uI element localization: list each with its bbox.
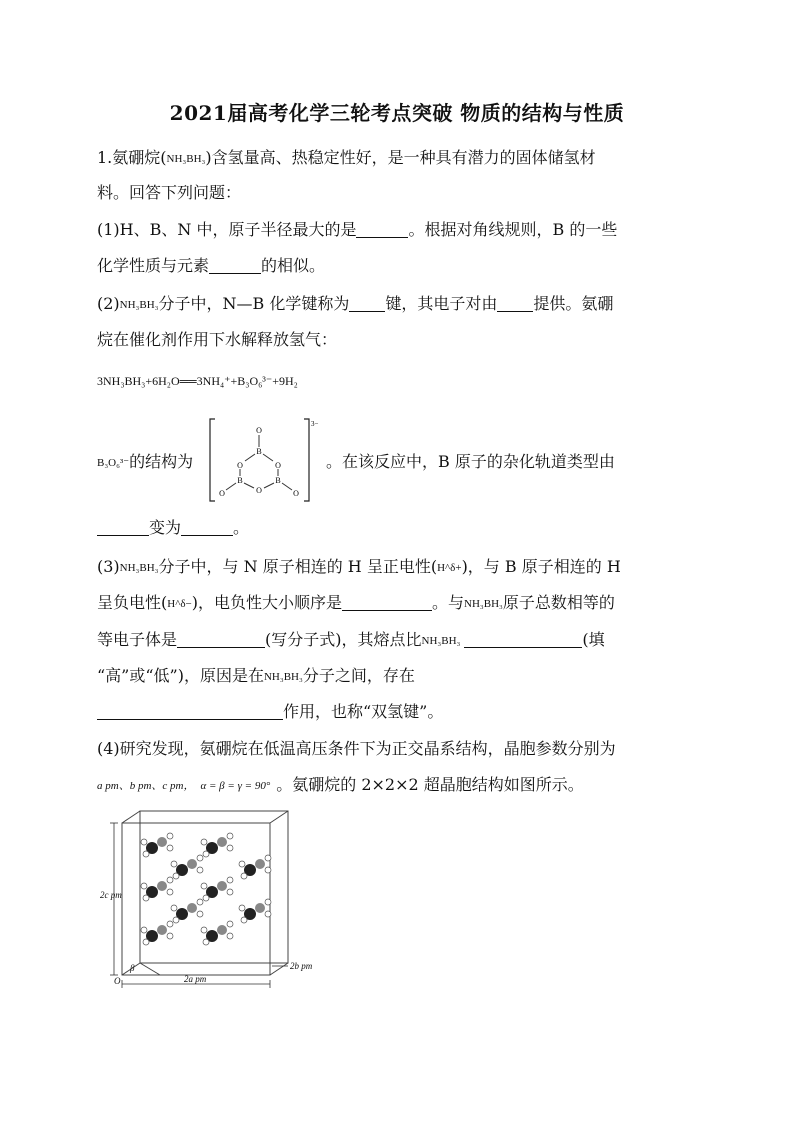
p1-text-c: 化学性质与元素: [97, 256, 210, 275]
h-delta-plus: H^δ+: [437, 562, 462, 574]
p3-line-4: [97, 666, 415, 687]
answer-blank[interactable]: [97, 703, 283, 720]
p2-text-h: 。: [233, 518, 250, 537]
p3-text-a: (3): [97, 557, 120, 576]
q1-text-a: 1.氨硼烷(: [97, 148, 167, 167]
p3-line-1: [97, 557, 621, 578]
p4-line-2: [97, 775, 584, 796]
atom-o-right: O: [275, 461, 281, 470]
page-title: 2021届高考化学三轮考点突破 物质的结构与性质: [169, 101, 625, 125]
answer-blank[interactable]: [177, 631, 265, 648]
q1-text-b: )含氢量高、热稳定性好，是一种具有潜力的固体储氢材: [205, 148, 596, 167]
formula-nh3bh3: NH₃BH₃: [166, 153, 206, 165]
origin-label: O: [114, 976, 121, 986]
p1-text-d: 的相似。: [261, 256, 326, 275]
h-delta-minus: H^δ−: [167, 598, 192, 610]
p2-text-f: 。在该反应中，B 原子的杂化轨道类型由: [326, 452, 615, 471]
p2-text-a: (2): [97, 294, 120, 313]
answer-blank[interactable]: [97, 519, 149, 536]
answer-blank[interactable]: [356, 221, 408, 238]
formula-nh3bh3: NH₃BH₃: [119, 562, 159, 574]
formula-nh3bh3: NH₃BH₃: [119, 299, 159, 311]
p2-text-b: 分子中，N—B 化学键称为: [158, 294, 350, 313]
p1-line-2: [97, 256, 325, 276]
p4-line-1: (4)研究发现，氨硼烷在低温高压条件下为正交晶系结构，晶胞参数分别为: [97, 739, 616, 758]
right-bracket: [304, 419, 309, 501]
p3-text-e: )，电负性大小顺序是: [191, 593, 342, 612]
p3-text-i: (写分子式)，其熔点比: [265, 630, 422, 649]
p3-line-5: [97, 702, 443, 722]
atom-o-top: O: [256, 426, 262, 435]
atom-o-bottom: O: [256, 486, 262, 495]
left-bracket: [210, 419, 215, 501]
atom-b-left: B: [237, 476, 243, 485]
cell-angles: α = β = γ = 90°: [200, 780, 271, 792]
p2-line-1: [97, 294, 613, 315]
p2-line-2: 烷在催化剂作用下水解释放氢气：: [97, 330, 338, 349]
answer-blank[interactable]: [342, 594, 432, 611]
p3-text-f: 。与: [432, 593, 465, 612]
p3-text-m: 作用，也称“双氢键”。: [283, 702, 444, 721]
ion-b3o6: B₃O₆³⁻: [97, 457, 130, 469]
hydrolysis-equation: 3NH₃BH₃+6H₂O══3NH₄⁺+B₃O₆³⁻+9H₂: [97, 374, 298, 388]
b3o6-structure-diagram: [208, 417, 320, 503]
answer-blank[interactable]: [497, 295, 533, 312]
depth-label: 2b pm: [290, 961, 313, 971]
atom-o-far-left: O: [219, 489, 225, 498]
p2-line-hybrid: [97, 518, 249, 538]
p3-text-g: 原子总数相等的: [502, 593, 615, 612]
answer-blank[interactable]: [181, 519, 233, 536]
beta-label: β: [130, 963, 135, 973]
p3-line-3: [97, 630, 605, 651]
q1-line-2: 料。回答下列问题：: [97, 183, 242, 202]
p3-line-2: [97, 593, 615, 614]
formula-nh3bh3: NH₃BH₃: [263, 671, 303, 683]
p3-text-l: 分子之间，存在: [302, 666, 415, 685]
atom-b-right: B: [275, 476, 281, 485]
p3-text-b: 分子中，与 N 原子相连的 H 呈正电性(: [158, 557, 438, 576]
atom-b-top: B: [256, 447, 262, 456]
charge-label: 3−: [311, 420, 319, 428]
p1-text-b: 。根据对角线规则，B 的一些: [408, 220, 618, 239]
supercell-figure: [100, 806, 330, 990]
answer-blank[interactable]: [209, 257, 261, 274]
p3-text-j: (填: [582, 630, 605, 649]
p1-text-a: (1)H、B、N 中，原子半径最大的是: [97, 220, 357, 239]
p2-text-c: 键，其电子对由: [385, 294, 498, 313]
p2-text-d: 提供。氨硼: [533, 294, 614, 313]
answer-blank[interactable]: [349, 295, 385, 312]
p4-text-c: 。氨硼烷的 2×2×2 超晶胞结构如图所示。: [276, 775, 584, 794]
cell-params: a pm、b pm、c pm，: [97, 780, 195, 792]
p2-struct-text: 的结构为: [129, 452, 194, 471]
atom-o-far-right: O: [293, 489, 299, 498]
p3-text-c: )，与 B 原子相连的 H: [461, 557, 621, 576]
p2-struct-label: [97, 452, 193, 473]
p1-line-1: [97, 220, 617, 240]
answer-blank[interactable]: [464, 631, 582, 648]
width-label: 2a pm: [184, 974, 207, 984]
formula-nh3bh3: NH₃BH₃: [421, 635, 461, 647]
p3-text-h: 等电子体是: [97, 630, 178, 649]
p3-text-d: 呈负电性(: [97, 593, 168, 612]
q1-line-1: [97, 148, 596, 169]
molecule-grid: [141, 833, 271, 945]
atom-o-left: O: [237, 461, 243, 470]
formula-nh3bh3: NH₃BH₃: [464, 598, 503, 610]
p2-text-g: 变为: [149, 518, 182, 537]
p3-text-k: “高”或“低”)，原因是在: [97, 666, 264, 685]
height-label: 2c pm: [100, 890, 122, 900]
